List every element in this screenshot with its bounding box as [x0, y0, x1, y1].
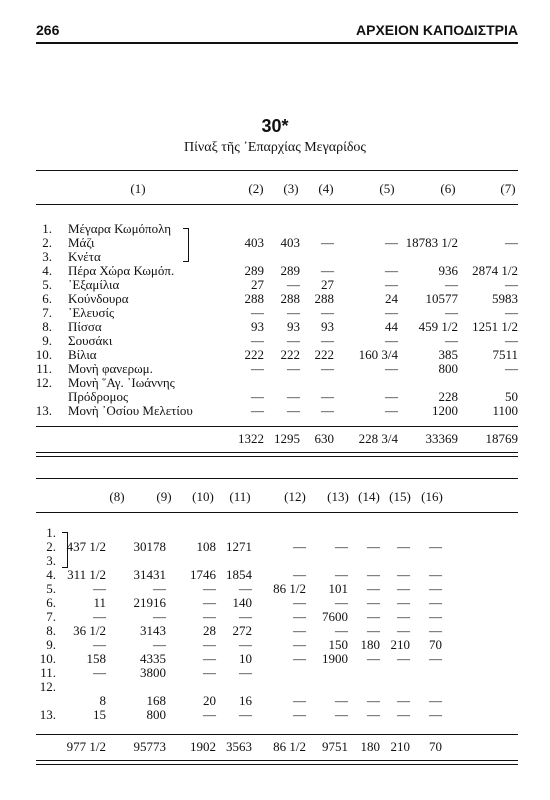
- table-cell: 11: [93, 595, 106, 610]
- table-cell: 272: [232, 623, 252, 638]
- table-cell: —: [203, 595, 216, 610]
- table-cell: —: [397, 707, 410, 722]
- table-cell: —: [367, 595, 380, 610]
- table-cell: 403: [244, 235, 264, 250]
- table-cell: 7511: [492, 347, 518, 362]
- row-number: 11.: [36, 361, 52, 376]
- total-cell: 3563: [226, 739, 252, 754]
- table-cell: 16: [239, 693, 252, 708]
- place-name: Μέγαρα Κωμόπολη: [68, 221, 172, 236]
- column-header: (4): [318, 181, 334, 196]
- place-name: Κούνδουρα: [68, 291, 129, 306]
- row-number: 2.: [46, 539, 56, 554]
- table-cell: 108: [196, 539, 216, 554]
- table-cell: —: [367, 693, 380, 708]
- row-number: 2.: [42, 235, 52, 250]
- table-cell: 180: [360, 637, 380, 652]
- row-number: 7.: [46, 609, 56, 624]
- table-cell: 222: [244, 347, 264, 362]
- table-cell: 8: [99, 693, 106, 708]
- table-cell: 44: [385, 319, 398, 334]
- table-cell: —: [287, 333, 300, 348]
- row-number: 12.: [35, 375, 52, 390]
- table-cell: —: [397, 539, 410, 554]
- row-number: 5.: [46, 581, 56, 596]
- top-end-rule-2: [36, 456, 518, 457]
- table-cell: —: [505, 361, 518, 376]
- table-cell: —: [321, 263, 334, 278]
- place-name: Σουσάκι: [68, 333, 113, 348]
- table-cell: —: [429, 567, 442, 582]
- table-cell: 27: [251, 277, 264, 292]
- table-cell: 31431: [133, 567, 166, 582]
- column-header: (16): [421, 489, 443, 504]
- table-cell: —: [429, 651, 442, 666]
- table-cell: 93: [287, 319, 300, 334]
- table-cell: —: [505, 333, 518, 348]
- column-header: (12): [284, 489, 306, 504]
- table-cell: —: [153, 609, 166, 624]
- table-cell: —: [397, 595, 410, 610]
- column-header: (8): [109, 489, 125, 504]
- table-cell: —: [239, 707, 252, 722]
- column-header: (15): [389, 489, 411, 504]
- table-cell: —: [93, 665, 106, 680]
- place-name: Πίσσα: [68, 319, 102, 334]
- table-cell: 158: [86, 651, 106, 666]
- row-number: 11.: [40, 665, 56, 680]
- table-cell: 50: [505, 389, 518, 404]
- place-name: Κνέτα: [68, 249, 101, 264]
- bottom-table-rule: [36, 478, 518, 479]
- table-cell: —: [367, 581, 380, 596]
- table-cell: —: [385, 305, 398, 320]
- total-cell: 86 1/2: [273, 739, 306, 754]
- table-cell: —: [335, 693, 348, 708]
- table-cell: 18783 1/2: [405, 235, 458, 250]
- table-cell: 459 1/2: [418, 319, 458, 334]
- table-cell: —: [367, 539, 380, 554]
- row-number: 4.: [46, 567, 56, 582]
- table-cell: —: [239, 581, 252, 596]
- table-cell: —: [251, 361, 264, 376]
- table-cell: —: [293, 609, 306, 624]
- table-cell: 10577: [425, 291, 458, 306]
- column-header: (7): [500, 181, 516, 196]
- table-cell: 289: [244, 263, 264, 278]
- table-cell: 289: [280, 263, 300, 278]
- table-cell: 3800: [140, 665, 166, 680]
- table-cell: —: [335, 623, 348, 638]
- table-cell: 36 1/2: [73, 623, 106, 638]
- table-cell: 936: [438, 263, 458, 278]
- table-cell: —: [293, 707, 306, 722]
- table-cell: 1900: [322, 651, 348, 666]
- place-name: Μονὴ ᾽Οσίου Μελετίου: [68, 403, 193, 418]
- table-cell: —: [287, 277, 300, 292]
- table-cell: —: [445, 333, 458, 348]
- villages-brace: [183, 228, 189, 262]
- table-cell: 222: [280, 347, 300, 362]
- table-cell: —: [287, 305, 300, 320]
- table-cell: 1200: [432, 403, 458, 418]
- table-cell: 93: [251, 319, 264, 334]
- bottom-end-rule-2: [36, 764, 518, 765]
- table-cell: —: [385, 389, 398, 404]
- row-number: 10.: [35, 347, 52, 362]
- total-cell: 977 1/2: [66, 739, 106, 754]
- table-cell: —: [93, 637, 106, 652]
- row-number: 9.: [42, 333, 52, 348]
- table-cell: 210: [390, 637, 410, 652]
- column-header: (2): [248, 181, 264, 196]
- table-cell: 437 1/2: [66, 539, 106, 554]
- table-cell: —: [287, 389, 300, 404]
- table-cell: —: [335, 539, 348, 554]
- place-name: Μάζι: [68, 235, 95, 250]
- table-cell: —: [251, 333, 264, 348]
- total-cell: 9751: [322, 739, 348, 754]
- table-cell: —: [367, 707, 380, 722]
- table-cell: 86 1/2: [273, 581, 306, 596]
- table-cell: 288: [314, 291, 334, 306]
- bottom-end-rule-1: [36, 760, 518, 761]
- table-cell: 385: [438, 347, 458, 362]
- row-number: 13.: [39, 707, 56, 722]
- table-cell: 1100: [492, 403, 518, 418]
- table-cell: 1271: [226, 539, 252, 554]
- row-number: 6.: [42, 291, 52, 306]
- column-header: (10): [192, 489, 214, 504]
- row-number: 7.: [42, 305, 52, 320]
- row-number: 1.: [46, 525, 56, 540]
- row-number: 8.: [46, 623, 56, 638]
- table-cell: 30178: [133, 539, 166, 554]
- table-cell: —: [239, 637, 252, 652]
- table-cell: —: [397, 609, 410, 624]
- bottom-header-rule: [36, 512, 518, 513]
- table-cell: —: [367, 609, 380, 624]
- table-cell: —: [251, 305, 264, 320]
- table-cell: 1746: [190, 567, 216, 582]
- table-cell: —: [385, 403, 398, 418]
- row-number: 3.: [42, 249, 52, 264]
- row-number: 4.: [42, 263, 52, 278]
- table-cell: —: [429, 707, 442, 722]
- top-totals-rule: [36, 426, 518, 427]
- total-cell: 630: [314, 431, 334, 446]
- table-cell: —: [335, 707, 348, 722]
- column-header: (13): [327, 489, 349, 504]
- table-cell: 288: [244, 291, 264, 306]
- table-cell: —: [335, 567, 348, 582]
- table-cell: —: [153, 637, 166, 652]
- total-cell: 70: [429, 739, 442, 754]
- table-cell: 101: [328, 581, 348, 596]
- table-cell: —: [445, 305, 458, 320]
- row-number: 3.: [46, 553, 56, 568]
- table-cell: 4335: [140, 651, 166, 666]
- rows-brace: [62, 532, 68, 568]
- table-cell: —: [397, 581, 410, 596]
- table-cell: 288: [280, 291, 300, 306]
- total-cell: 1902: [190, 739, 216, 754]
- total-cell: 228 3/4: [358, 431, 398, 446]
- table-cell: 15: [93, 707, 106, 722]
- table-cell: —: [385, 333, 398, 348]
- table-cell: 7600: [322, 609, 348, 624]
- table-cell: —: [385, 361, 398, 376]
- total-cell: 95773: [133, 739, 166, 754]
- table-cell: —: [429, 539, 442, 554]
- table-cell: —: [293, 651, 306, 666]
- total-cell: 18769: [485, 431, 518, 446]
- table-cell: —: [293, 567, 306, 582]
- bottom-totals-rule: [36, 734, 518, 735]
- column-header: (6): [440, 181, 456, 196]
- table-cell: —: [293, 693, 306, 708]
- table-cell: 168: [146, 693, 166, 708]
- table-cell: —: [203, 637, 216, 652]
- column-header: (14): [358, 489, 380, 504]
- total-cell: 1295: [274, 431, 300, 446]
- table-cell: —: [321, 305, 334, 320]
- place-name: Μονὴ ῞Αγ. ᾽Ιωάννης: [68, 375, 175, 390]
- table-cell: —: [239, 609, 252, 624]
- table-cell: —: [321, 333, 334, 348]
- column-header: (9): [156, 489, 172, 504]
- table-cell: —: [335, 595, 348, 610]
- table-cell: —: [293, 539, 306, 554]
- table-cell: 20: [203, 693, 216, 708]
- table-cell: 140: [232, 595, 252, 610]
- table-cell: 24: [385, 291, 398, 306]
- table-cell: —: [293, 623, 306, 638]
- header-rule: [36, 42, 518, 44]
- table-cell: 21916: [133, 595, 166, 610]
- table-cell: —: [367, 651, 380, 666]
- table-cell: 1251 1/2: [472, 319, 518, 334]
- column-header: (1): [130, 181, 146, 196]
- row-number: 6.: [46, 595, 56, 610]
- row-number: 9.: [46, 637, 56, 652]
- row-number: 10.: [39, 651, 56, 666]
- table-cell: 403: [280, 235, 300, 250]
- place-name: Πέρα Χώρα Κωμόπ.: [68, 263, 175, 278]
- table-cell: —: [505, 305, 518, 320]
- column-header: (3): [283, 181, 299, 196]
- top-end-rule-1: [36, 452, 518, 453]
- table-cell: —: [293, 637, 306, 652]
- table-cell: —: [429, 609, 442, 624]
- total-cell: 33369: [425, 431, 458, 446]
- table-cell: 228: [438, 389, 458, 404]
- table-cell: 70: [429, 637, 442, 652]
- table-cell: 222: [314, 347, 334, 362]
- table-cell: —: [429, 623, 442, 638]
- top-header-rule: [36, 204, 518, 205]
- table-cell: 800: [146, 707, 166, 722]
- table-cell: —: [505, 277, 518, 292]
- table-cell: —: [505, 235, 518, 250]
- table-cell: —: [397, 693, 410, 708]
- table-cell: —: [321, 361, 334, 376]
- table-cell: —: [385, 235, 398, 250]
- table-cell: —: [251, 389, 264, 404]
- table-cell: —: [397, 567, 410, 582]
- table-cell: —: [321, 235, 334, 250]
- table-cell: —: [367, 623, 380, 638]
- place-name: ᾽Ελευσίς: [68, 305, 115, 320]
- running-title: ΑΡΧΕΙΟΝ ΚΑΠΟΔΙΣΤΡΙΑ: [356, 22, 518, 38]
- page-number: 266: [36, 22, 60, 38]
- table-cell: 160 3/4: [358, 347, 398, 362]
- place-name: Βίλια: [68, 347, 97, 362]
- column-header: (5): [379, 181, 395, 196]
- place-name: Μονὴ φανερωμ.: [68, 361, 153, 376]
- top-table-rule: [36, 170, 518, 171]
- table-cell: 3143: [140, 623, 166, 638]
- row-number: 8.: [42, 319, 52, 334]
- table-cell: —: [287, 403, 300, 418]
- row-number: 13.: [35, 403, 52, 418]
- row-number: 5.: [42, 277, 52, 292]
- table-cell: —: [367, 567, 380, 582]
- place-name: Πρόδρομος: [68, 389, 129, 404]
- total-cell: 1322: [238, 431, 264, 446]
- table-cell: —: [445, 277, 458, 292]
- table-cell: —: [203, 707, 216, 722]
- table-cell: 311 1/2: [67, 567, 106, 582]
- table-cell: 10: [239, 651, 252, 666]
- table-cell: 5983: [492, 291, 518, 306]
- table-cell: —: [287, 361, 300, 376]
- table-cell: —: [203, 581, 216, 596]
- row-number: 1.: [42, 221, 52, 236]
- table-cell: —: [239, 665, 252, 680]
- table-title: Πίναξ τῆς ᾽Επαρχίας Μεγαρίδος: [184, 140, 366, 155]
- table-cell: —: [429, 693, 442, 708]
- table-cell: —: [321, 403, 334, 418]
- table-cell: —: [153, 581, 166, 596]
- table-cell: —: [385, 263, 398, 278]
- table-cell: 93: [321, 319, 334, 334]
- table-cell: —: [203, 609, 216, 624]
- column-header: (11): [229, 489, 251, 504]
- table-cell: —: [251, 403, 264, 418]
- table-number: 30*: [261, 116, 289, 136]
- table-cell: 150: [328, 637, 348, 652]
- table-cell: —: [429, 581, 442, 596]
- table-cell: —: [429, 595, 442, 610]
- total-cell: 180: [360, 739, 380, 754]
- table-cell: —: [321, 389, 334, 404]
- table-cell: —: [93, 609, 106, 624]
- table-cell: —: [93, 581, 106, 596]
- table-cell: 28: [203, 623, 216, 638]
- total-cell: 210: [390, 739, 410, 754]
- table-cell: 27: [321, 277, 334, 292]
- table-cell: 800: [438, 361, 458, 376]
- table-cell: —: [397, 623, 410, 638]
- table-cell: —: [203, 665, 216, 680]
- table-cell: —: [293, 595, 306, 610]
- table-cell: —: [385, 277, 398, 292]
- row-number: 12.: [39, 679, 56, 694]
- table-cell: —: [203, 651, 216, 666]
- table-cell: 1854: [226, 567, 252, 582]
- place-name: ᾽Εξαμίλια: [68, 277, 120, 292]
- table-cell: 2874 1/2: [472, 263, 518, 278]
- table-cell: —: [397, 651, 410, 666]
